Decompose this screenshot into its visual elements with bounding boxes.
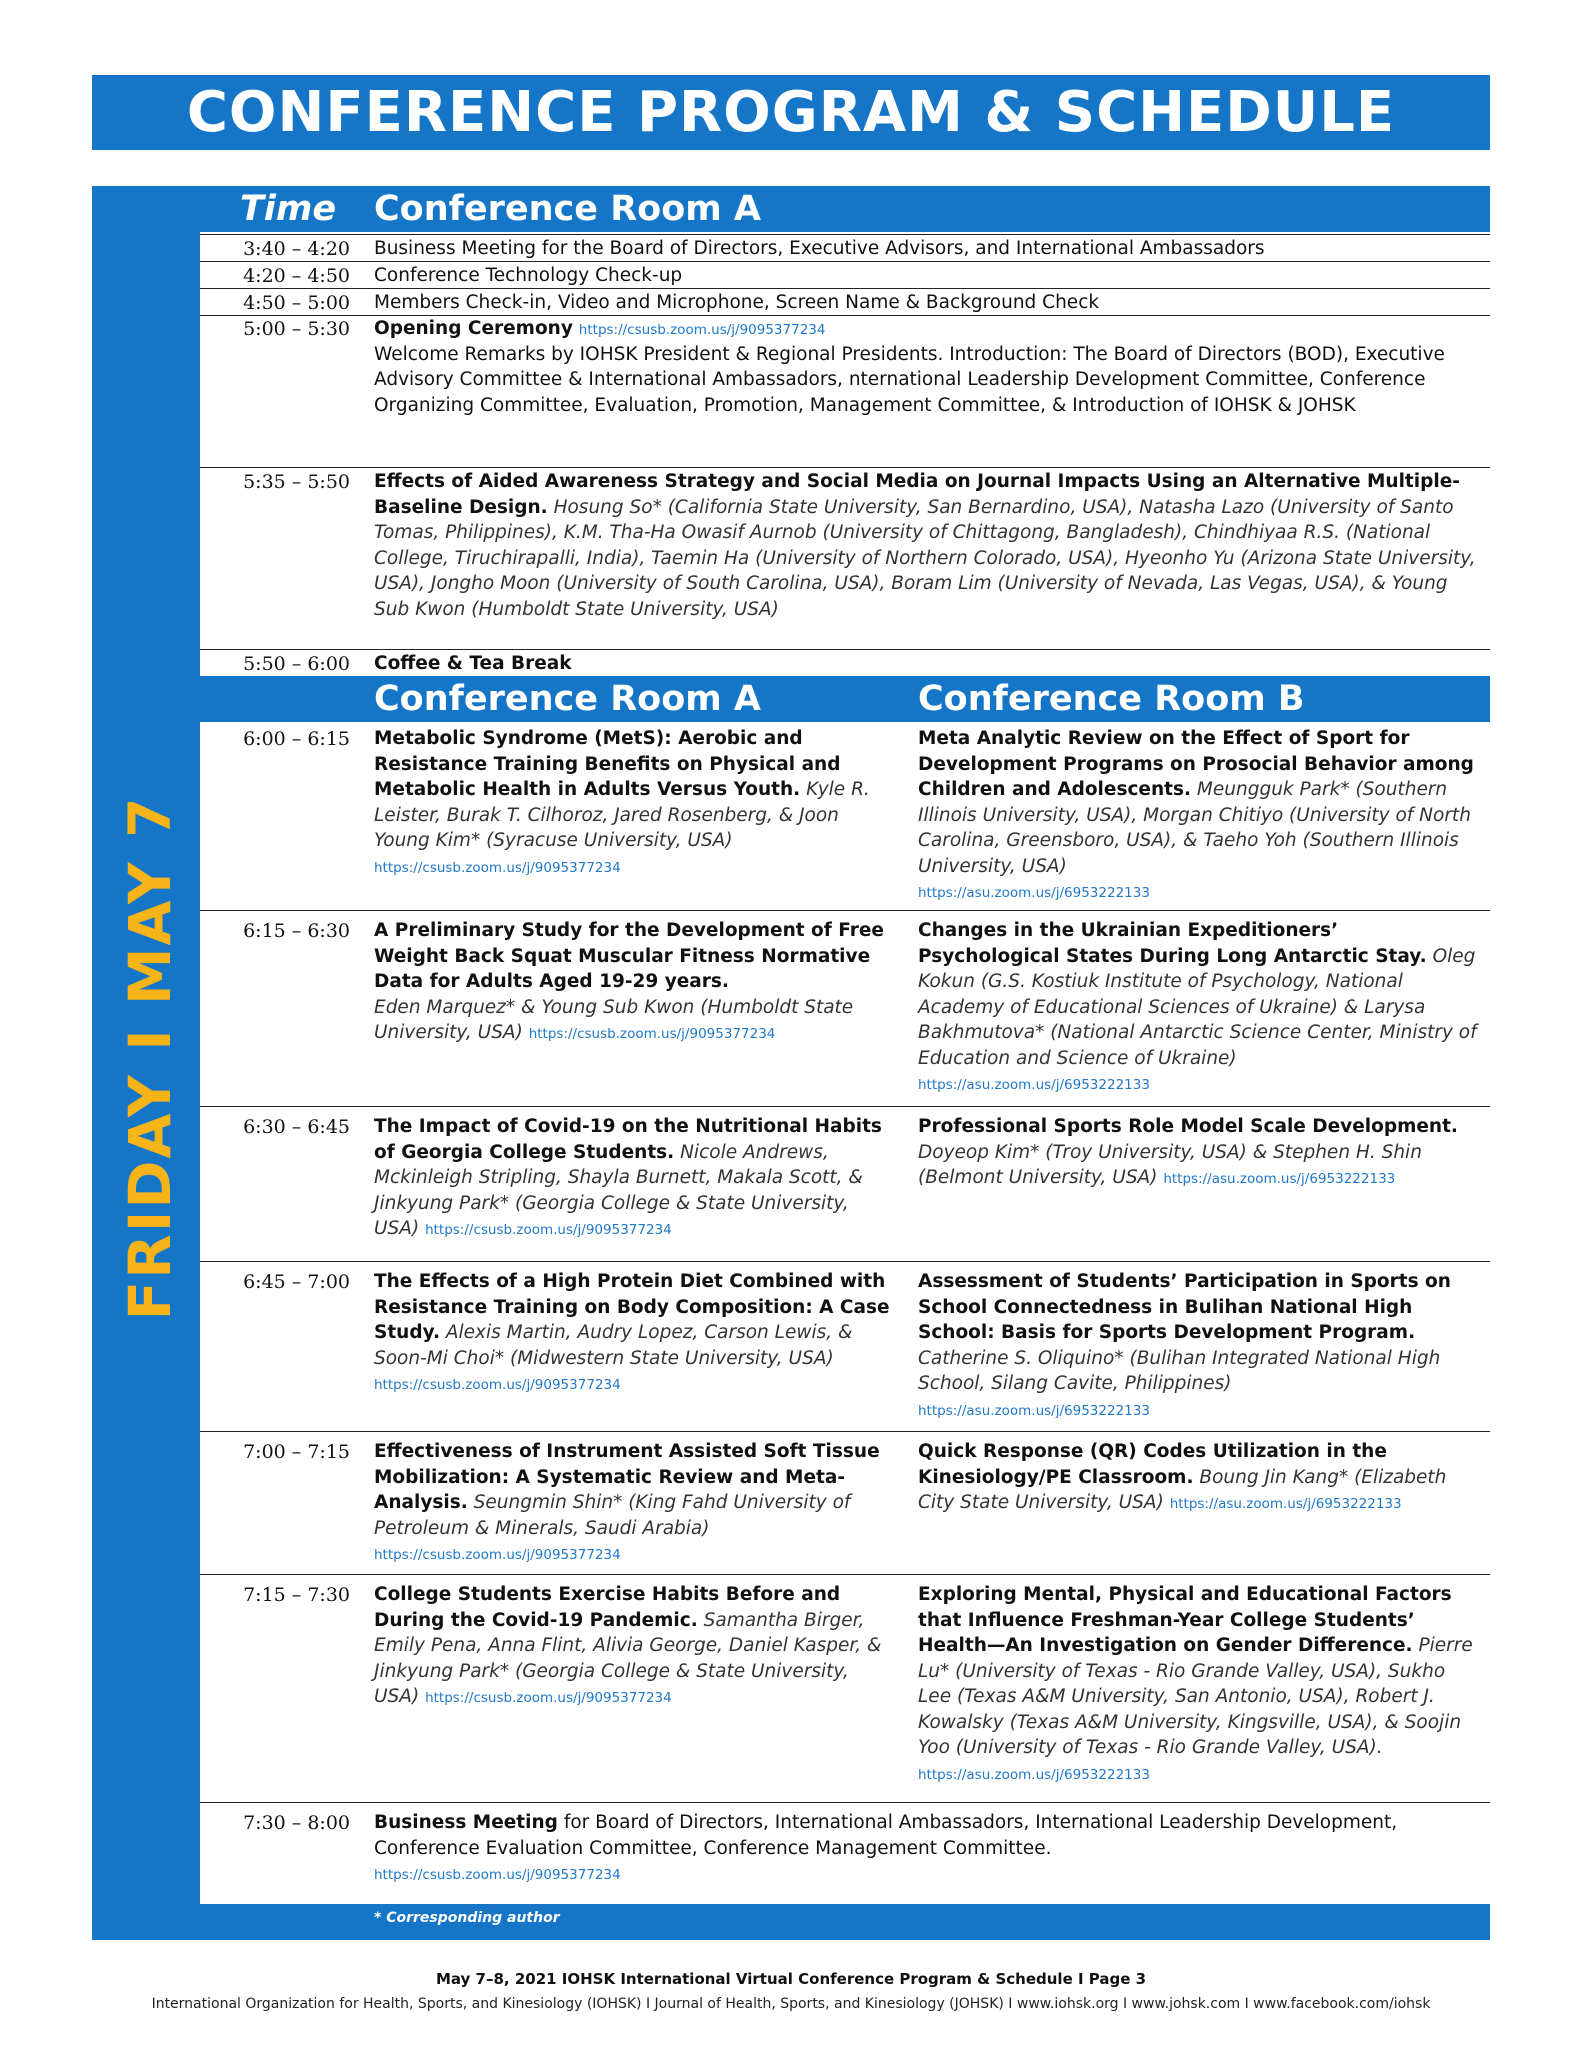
presentation-authors: Oleg Kokun (G.S. Kostiuk Institute of Psychology, National Academy of Educational Sciences of Ukraine) & Larysa Bakhmutova* (National Antarctic Science Center, Ministry of Education and Science of Ukraine) — [918, 945, 1477, 1069]
presentation-title: Effectiveness of Instrument Assisted Soft Tissue Mobilization: A Systematic Review and Meta-Analysis. — [374, 1441, 880, 1513]
presentation-authors: Seungmin Shin* (King Fahd University of Petroleum & Minerals, Saudi Arabia) — [374, 1492, 851, 1539]
row-divider — [200, 1802, 1490, 1803]
presentation-title: The Impact of Covid-19 on the Nutritional Habits of Georgia College Students. — [374, 1116, 882, 1163]
zoom-link[interactable]: https://csusb.zoom.us/j/9095377234 — [374, 1867, 621, 1883]
presentation-title: Effects of Aided Awareness Strategy and Social Media on Journal Impacts Using an Alternative Multiple-Baseline Design. — [374, 471, 1460, 518]
time-slot: 5:50 – 6:00 — [243, 653, 350, 675]
row-divider — [200, 910, 1490, 911]
page-footer-links: International Organization for Health, Sports, and Kinesiology (IOHSK) I Journal of Health, Sports, and Kinesiology (JOHSK) I www.iohsk.org I www.johsk.com I www.facebook.com/iohsk — [151, 1996, 1431, 2012]
presentation-title: Assessment of Students’ Participation in Sports on School Connectedness in Bulihan National High School: Basis for Sports Development Program. — [918, 1271, 1451, 1343]
break-item — [374, 651, 1474, 677]
row-divider — [200, 1106, 1490, 1107]
schedule-content — [200, 186, 1490, 1916]
zoom-link[interactable]: https://csusb.zoom.us/j/9095377234 — [425, 1690, 672, 1706]
presentation-title: Metabolic Syndrome (MetS): Aerobic and Resistance Training Benefits on Physical and Metabolic Health in Adults Versus Youth. — [374, 728, 841, 800]
agenda-item: Business Meeting for the Board of Directors, Executive Advisors, and International Ambassadors — [374, 238, 1265, 259]
agenda-item: Members Check-in, Video and Microphone, Screen Name & Background Check — [374, 292, 1100, 313]
room-b-header: Conference Room B — [918, 679, 1305, 719]
row-divider — [200, 1261, 1490, 1262]
room-a-presentation — [374, 1114, 894, 1242]
presentation-authors: Nicole Andrews, Mckinleigh Stripling, Shayla Burnett, Makala Scott, & Jinkyung Park* (Georgia College & State University, USA) — [374, 1141, 863, 1239]
row-divider — [200, 1431, 1490, 1432]
room-a-presentation — [374, 1439, 894, 1567]
room-b-presentation — [918, 1582, 1483, 1786]
presentation-authors: Doyeop Kim* (Troy University, USA) & Stephen H. Shin (Belmont University, USA) — [918, 1141, 1422, 1188]
presentation-title: The Effects of a High Protein Diet Combined with Resistance Training on Body Composition: A Case Study. — [374, 1271, 890, 1343]
zoom-link[interactable]: https://csusb.zoom.us/j/9095377234 — [374, 859, 621, 876]
day-label: FRIDAY I MAY 7 — [116, 795, 184, 1321]
page-footer-title: May 7–8, 2021 IOHSK International Virtual Conference Program & Schedule I Page 3 — [435, 1970, 1147, 1988]
zoom-link[interactable]: https://csusb.zoom.us/j/9095377234 — [528, 1026, 776, 1042]
opening-ceremony — [374, 316, 1474, 418]
row-divider — [200, 1574, 1490, 1575]
time-slot: 5:35 – 5:50 — [243, 471, 350, 493]
session-title: Business Meeting — [374, 1812, 558, 1833]
zoom-link[interactable]: https://csusb.zoom.us/j/9095377234 — [425, 1222, 672, 1238]
room-a-presentation — [374, 1582, 894, 1710]
room-b-presentation — [918, 1269, 1478, 1422]
room-b-presentation — [918, 1439, 1478, 1516]
room-b-presentation — [918, 726, 1478, 905]
zoom-link[interactable]: https://csusb.zoom.us/j/9095377234 — [374, 1377, 621, 1393]
zoom-link[interactable]: https://asu.zoom.us/j/6953222133 — [1163, 1171, 1396, 1187]
time-slot: 4:20 – 4:50 — [243, 265, 350, 287]
presentation-authors: Hosung So* (California State University, San Bernardino, USA), Natasha Lazo (University of Santo Tomas, Philippines), K.M. Tha-Ha Owasif Aurnob (University of Chittagong, Bangladesh), Chindhiyaa R.S. (National College, Tiruchirapalli, India), Taemin Ha (University of Northern Colorado, USA), Hyeonho Yu (Arizona State University, USA), Jongho Moon (University of South Carolina, USA), Boram Lim (University of Nevada, Las Vegas, USA), & Young Sub Kwon (Humboldt State University, USA) — [374, 496, 1476, 620]
zoom-link[interactable]: https://asu.zoom.us/j/6953222133 — [918, 885, 1150, 901]
presentation-title: Meta Analytic Review on the Effect of Sport for Development Programs on Prosocial Behavior among Children and Adolescents. — [918, 728, 1474, 800]
room-a-header: Conference Room A — [374, 189, 761, 229]
time-slot: 3:40 – 4:20 — [243, 238, 350, 260]
room-a-presentation — [374, 1269, 894, 1397]
zoom-link[interactable]: https://csusb.zoom.us/j/9095377234 — [578, 322, 826, 338]
session-description: Welcome Remarks by IOHSK President & Regional Presidents. Introduction: The Board of Directors (BOD), Executive Advisory Committee & International Ambassadors, nternational Leadership Development Committee, Conference Organizing Committee, Evaluation, Promotion, Management Committee, & Introduction of IOHSK & JOHSK — [374, 343, 1445, 416]
time-slot: 7:15 – 7:30 — [243, 1584, 350, 1606]
row-divider — [200, 467, 1490, 468]
time-slot: 7:00 – 7:15 — [243, 1441, 350, 1463]
row-divider — [200, 234, 1490, 235]
presentation-authors: Alexis Martin, Audry Lopez, Carson Lewis, & Soon-Mi Choi* (Midwestern State University, USA) — [374, 1322, 853, 1369]
presentation-title: Exploring Mental, Physical and Educational Factors that Influence Freshman-Year College Students’ Health—An Investigation on Gender Difference. — [918, 1584, 1452, 1656]
room-b-presentation — [918, 1114, 1478, 1191]
session-title: Opening Ceremony — [374, 318, 573, 339]
zoom-link[interactable]: https://asu.zoom.us/j/6953222133 — [918, 1766, 1150, 1783]
agenda-item: Conference Technology Check-up — [374, 265, 683, 286]
footnote: * Corresponding author — [374, 1910, 560, 1926]
presentation-authors: Boung Jin Kang* (Elizabeth City State University, USA) — [918, 1466, 1447, 1513]
row-divider — [200, 261, 1490, 262]
schedule-header — [200, 186, 1490, 232]
presentation-title: Professional Sports Role Model Scale Development. — [918, 1116, 1458, 1137]
rooms-header — [200, 676, 1490, 722]
zoom-link[interactable]: https://asu.zoom.us/j/6953222133 — [1169, 1496, 1402, 1512]
time-slot: 6:30 – 6:45 — [243, 1116, 350, 1138]
plenary-presentation — [374, 469, 1479, 622]
room-b-presentation — [918, 918, 1478, 1097]
presentation-title: College Students Exercise Habits Before and During the Covid-19 Pandemic. — [374, 1584, 841, 1631]
presentation-authors: Meungguk Park* (Southern Illinois University, USA), Morgan Chitiyo (University of North Carolina, Greensboro, USA), & Taeho Yoh (Southern Illinois University, USA) — [918, 779, 1471, 877]
time-column-header: Time — [240, 189, 337, 229]
time-slot: 6:00 – 6:15 — [243, 728, 350, 750]
presentation-authors: Catherine S. Oliquino* (Bulihan Integrated National High School, Silang Cavite, Philippines) — [918, 1347, 1441, 1394]
presentation-authors: Samantha Birger, Emily Pena, Anna Flint, Alivia George, Daniel Kasper, & Jinkyung Park* (Georgia College & State University, USA) — [374, 1609, 882, 1707]
time-slot: 7:30 – 8:00 — [243, 1812, 350, 1834]
time-slot: 4:50 – 5:00 — [243, 292, 350, 314]
session-description: for Board of Directors, International Ambassadors, International Leadership Development, Conference Evaluation Committee, Conference Management Committee. — [374, 1812, 1398, 1859]
time-slot: 6:15 – 6:30 — [243, 920, 350, 942]
zoom-link[interactable]: https://asu.zoom.us/j/6953222133 — [918, 1402, 1150, 1419]
page-banner-title: CONFERENCE PROGRAM & SCHEDULE — [92, 75, 1490, 150]
room-a-header: Conference Room A — [374, 679, 761, 719]
room-a-presentation — [374, 918, 894, 1046]
presentation-authors: Eden Marquez* & Young Sub Kwon (Humboldt State University, USA) — [374, 996, 854, 1043]
presentation-authors: Kyle R. Leister, Burak T. Cilhoroz, Jared Rosenberg, & Joon Young Kim* (Syracuse University, USA) — [374, 779, 870, 851]
closing-business-meeting — [374, 1810, 1479, 1887]
row-divider — [200, 288, 1490, 289]
time-slot: 6:45 – 7:00 — [243, 1271, 350, 1293]
row-divider — [200, 649, 1490, 650]
break-label: Coffee & Tea Break — [374, 653, 572, 674]
presentation-title: Quick Response (QR) Codes Utilization in the Kinesiology/PE Classroom. — [918, 1441, 1387, 1488]
time-slot: 5:00 – 5:30 — [243, 318, 350, 340]
presentation-authors: Pierre Lu* (University of Texas - Rio Grande Valley, USA), Sukho Lee (Texas A&M University, San Antonio, USA), Robert J. Kowalsky (Texas A&M University, Kingsville, USA), & Soojin Yoo (University of Texas - Rio Grande Valley, USA). — [918, 1635, 1473, 1758]
zoom-link[interactable]: https://csusb.zoom.us/j/9095377234 — [374, 1547, 621, 1563]
presentation-title: Changes in the Ukrainian Expeditioners’ Psychological States During Long Antarctic Stay. — [918, 920, 1427, 967]
footnote-bar — [200, 1904, 1490, 1940]
presentation-title: A Preliminary Study for the Development of Free Weight Back Squat Muscular Fitness Normative Data for Adults Aged 19-29 years. — [374, 920, 884, 992]
room-a-presentation — [374, 726, 894, 879]
zoom-link[interactable]: https://asu.zoom.us/j/6953222133 — [918, 1077, 1150, 1093]
